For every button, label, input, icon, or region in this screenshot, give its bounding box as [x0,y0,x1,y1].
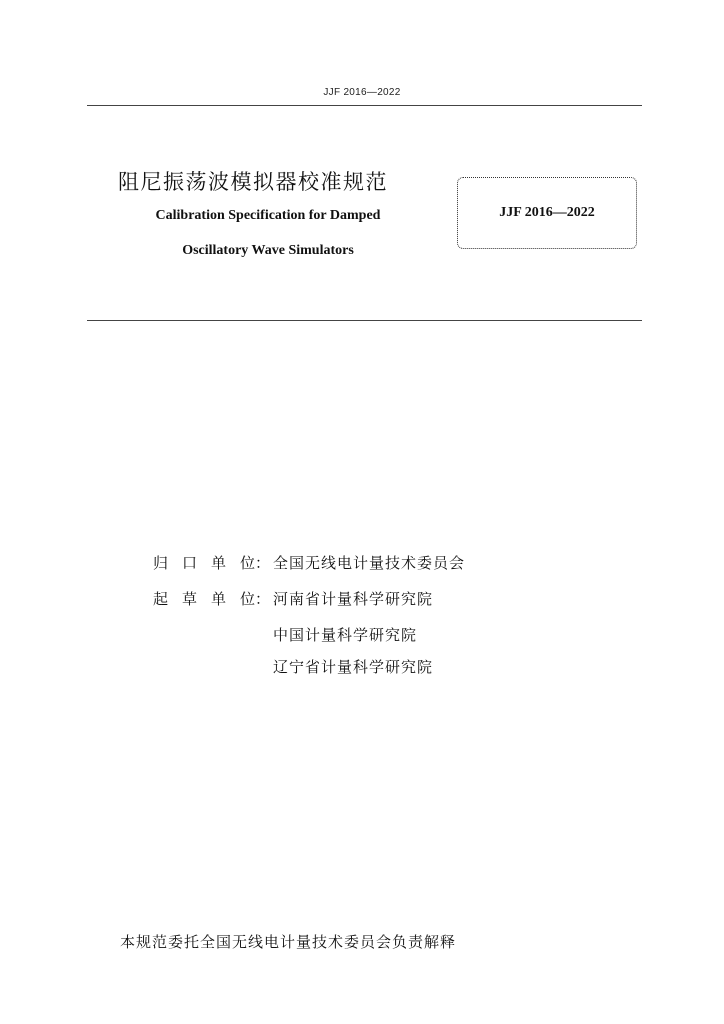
drafting-unit-value-2-row [273,624,417,645]
responsible-unit-row [153,552,465,573]
title-english-line-2: Oscillatory Wave Simulators [182,243,354,258]
drafting-unit-value-3: 辽宁省计量科学研究院 [273,658,434,676]
title-chinese: 阻尼振荡波模拟器校准规范 [118,170,388,194]
interpretation-note: 本规范委托全国无线电计量技术委员会负责解释 [120,933,457,951]
drafting-unit-label: 起 草 单 位： [153,590,271,608]
drafting-unit-value-2: 中国计量科学研究院 [273,626,418,644]
drafting-unit-value-3-row [273,656,433,677]
title-english-line-1: Calibration Specification for Damped [155,208,381,223]
drafting-unit-value-1: 河南省计量科学研究院 [273,590,434,608]
responsible-unit-value: 全国无线电计量技术委员会 [273,554,466,572]
specification-code: JJF 2016—2022 [499,205,595,220]
running-header-code: JJF 2016—2022 [323,87,401,98]
drafting-unit-row [153,588,433,609]
title-block-rule [87,320,642,321]
responsible-unit-label: 归 口 单 位： [153,554,271,572]
specification-code-box [457,177,637,249]
header-rule [87,105,642,106]
